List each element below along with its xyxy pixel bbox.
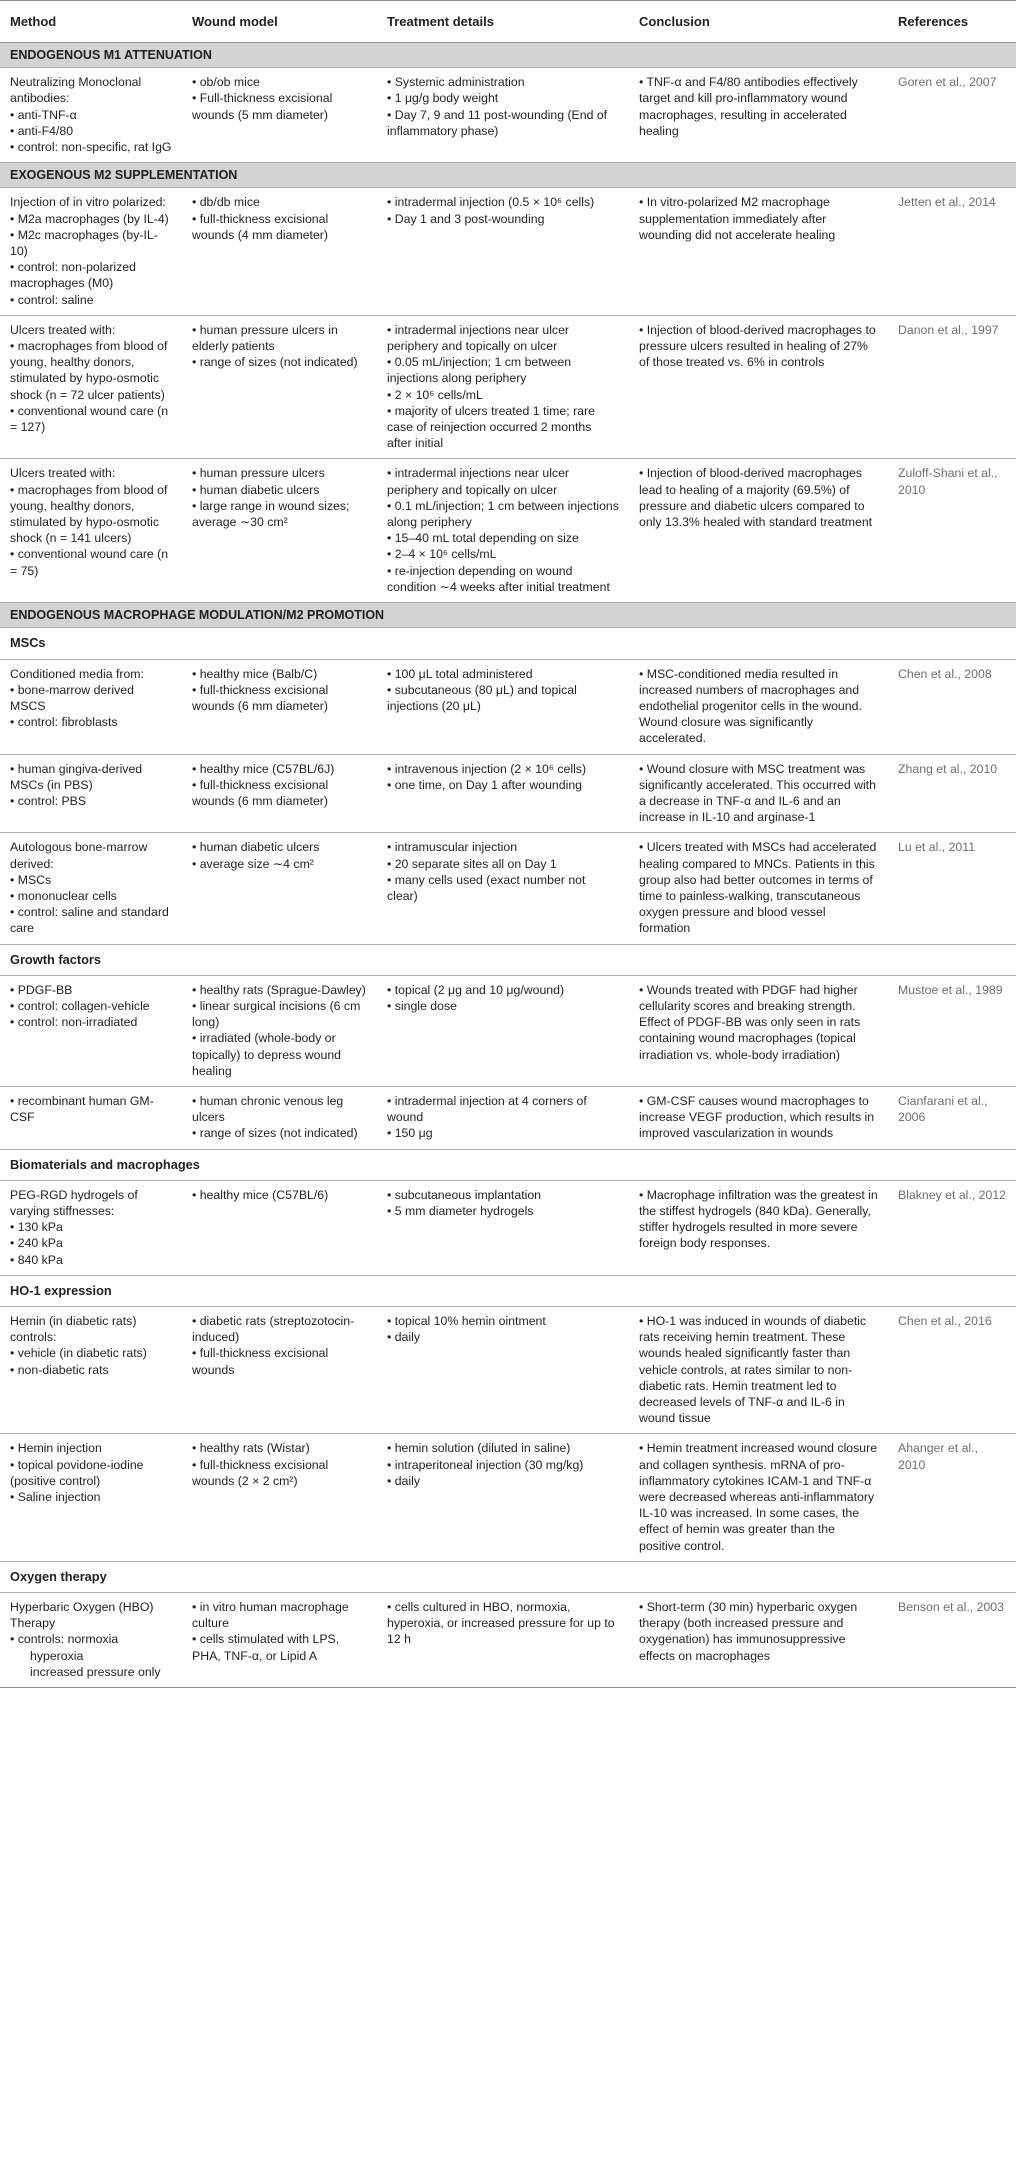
- conclusion-cell: [629, 459, 888, 603]
- header-row: [0, 1, 1016, 43]
- cell-line: • 100 μL total administered: [387, 666, 533, 681]
- table-row: [0, 1180, 1016, 1275]
- cell-line: • control: non-specific, rat IgG: [10, 140, 172, 155]
- wound-model-cell: [182, 754, 377, 833]
- reference-cell: Jetten et al., 2014: [888, 188, 1016, 315]
- cell-line: • topical 10% hemin ointment: [387, 1314, 546, 1328]
- cell-line: • 5 mm diameter hydrogels: [387, 1203, 534, 1218]
- cell-line: • Wounds treated with PDGF had higher cellularity scores and breaking strength. Effect of PDGF-BB was only seen in rats containing wound macrophages (topical irradiation vs. whole-body irradiation): [639, 982, 861, 1062]
- treatment-cell: [377, 1086, 629, 1149]
- method-cell: [0, 659, 182, 754]
- cell-line: • hemin solution (diluted in saline): [387, 1441, 571, 1456]
- table-row: [0, 459, 1016, 603]
- cell-line: • cells stimulated with LPS, PHA, TNF-α, or Lipid A: [192, 1632, 340, 1663]
- cell-line: • conventional wound care (n = 127): [10, 403, 169, 435]
- table-row: [0, 754, 1016, 833]
- conclusion-cell: [629, 1180, 888, 1275]
- wound-model-cell: [182, 459, 377, 603]
- method-cell: [0, 975, 182, 1086]
- table-row: [0, 1307, 1016, 1434]
- cell-line: • In vitro-polarized M2 macrophage supplementation immediately after wounding did not accelerate healing: [639, 195, 836, 242]
- subsection-header-row: [0, 1561, 1016, 1592]
- method-cell: [0, 833, 182, 944]
- cell-line: • 0.1 mL/injection; 1 cm between injections along periphery: [387, 498, 619, 530]
- cell-line: • 1 μg/g body weight: [387, 91, 499, 106]
- cell-line: • conventional wound care (n = 75): [10, 547, 169, 578]
- cell-line: • control: non-irradiated: [10, 1015, 138, 1030]
- cell-line: • PDGF-BB: [10, 982, 73, 997]
- method-cell: [0, 1180, 182, 1275]
- conclusion-cell: [629, 1434, 888, 1561]
- subsection-title: Growth factors: [0, 944, 1016, 975]
- table-body: [0, 43, 1016, 1688]
- subsection-title: Oxygen therapy: [0, 1561, 1016, 1592]
- subsection-header-row: [0, 1275, 1016, 1306]
- cell-line: • 150 μg: [387, 1126, 433, 1141]
- cell-line: Ulcers treated with:: [10, 322, 116, 337]
- treatment-cell: [377, 659, 629, 754]
- subsection-title: MSCs: [0, 628, 1016, 659]
- cell-line: • intradermal injections near ulcer periphery and topically on ulcer: [387, 322, 570, 354]
- method-cell: [0, 1434, 182, 1561]
- cell-line: Neutralizing Monoclonal antibodies:: [10, 75, 142, 106]
- cell-line: • non-diabetic rats: [10, 1362, 109, 1377]
- cell-line: • M2c macrophages (by-IL-10): [10, 227, 158, 259]
- cell-line: • Injection of blood-derived macrophages to pressure ulcers resulted in healing of 27% of those treated vs. 6% in controls: [639, 322, 876, 370]
- header-conclusion: Conclusion: [629, 1, 888, 43]
- cell-line: • single dose: [387, 998, 457, 1013]
- cell-line: • anti-TNF-α: [10, 107, 77, 122]
- cell-line: • healthy mice (Balb/C): [192, 666, 318, 681]
- method-cell: [0, 188, 182, 315]
- cell-line: • Injection of blood-derived macrophages lead to healing of a majority (69.5%) of pressure and diabetic ulcers compared to only 13.3% healed with standard treatment: [639, 466, 873, 530]
- section-header-row: [0, 43, 1016, 68]
- cell-line: • subcutaneous implantation: [387, 1187, 542, 1202]
- conclusion-cell: [629, 68, 888, 163]
- treatment-cell: [377, 1434, 629, 1561]
- section-title: ENDOGENOUS MACROPHAGE MODULATION/M2 PROMOTION: [0, 603, 1016, 628]
- table-row: [0, 975, 1016, 1086]
- cell-line: • human diabetic ulcers: [192, 840, 320, 855]
- cell-line: • diabetic rats (streptozotocin-induced): [192, 1314, 355, 1345]
- cell-line: • healthy mice (C57BL/6J): [192, 761, 335, 776]
- cell-line: • full-thickness excisional wounds (6 mm diameter): [192, 682, 329, 713]
- table-row: [0, 1434, 1016, 1561]
- cell-line: • Macrophage infiltration was the greatest in the stiffest hydrogels (840 kDa). Generally, stiffer hydrogels resulted in more severe foreign body responses.: [639, 1187, 878, 1251]
- cell-line: • intravenous injection (2 × 10⁶ cells): [387, 761, 587, 776]
- cell-line: • human gingiva-derived MSCs (in PBS): [10, 761, 143, 792]
- method-cell: [0, 1593, 182, 1688]
- method-cell: [0, 754, 182, 833]
- cell-line: controls:: [10, 1330, 57, 1345]
- method-cell: [0, 68, 182, 163]
- cell-line: • controls: normoxia: [10, 1632, 119, 1647]
- cell-line: • control: fibroblasts: [10, 715, 118, 730]
- cell-line: • db/db mice: [192, 195, 260, 210]
- treatment-cell: [377, 188, 629, 315]
- cell-line: • subcutaneous (80 μL) and topical injections (20 μL): [387, 682, 577, 713]
- reference-cell: Zuloff-Shani et al., 2010: [888, 459, 1016, 603]
- wound-model-cell: [182, 975, 377, 1086]
- conclusion-cell: [629, 975, 888, 1086]
- cell-line: • intradermal injections near ulcer periphery and topically on ulcer: [387, 466, 570, 497]
- cell-line: • Systemic administration: [387, 75, 525, 90]
- cell-line: • HO-1 was induced in wounds of diabetic rats receiving hemin treatment. These wounds healed significantly faster than vehicle controls, at rates similar to non-diabetic rats. Hemin treatment led to decreased levels of TNF-α and IL-6 in wound tissue: [639, 1314, 867, 1426]
- cell-line: • control: saline and standard care: [10, 905, 169, 936]
- cell-line: • full-thickness excisional wounds (2 × 2 cm²): [192, 1457, 329, 1488]
- header-references: References: [888, 1, 1016, 43]
- cell-line: • Ulcers treated with MSCs had accelerated healing compared to MNCs. Patients in this group also had better outcomes in terms of time to painless-walking, transcutaneous oxygen pressure and blood vessel formation: [639, 840, 877, 936]
- cell-line: • Full-thickness excisional wounds (5 mm diameter): [192, 91, 333, 122]
- reference-cell: Danon et al., 1997: [888, 315, 1016, 459]
- method-cell: [0, 315, 182, 459]
- treatment-cell: [377, 1307, 629, 1434]
- wound-model-cell: [182, 68, 377, 163]
- cell-line: • in vitro human macrophage culture: [192, 1600, 349, 1631]
- cell-line: • anti-F4/80: [10, 123, 74, 138]
- cell-line: • re-injection depending on wound condition ∼4 weeks after initial treatment: [387, 563, 610, 594]
- subsection-header-row: [0, 628, 1016, 659]
- cell-line: • macrophages from blood of young, healthy donors, stimulated by hypo-osmotic shock (n = 72 ulcer patients): [10, 339, 168, 402]
- reference-cell: Benson et al., 2003: [888, 1593, 1016, 1688]
- cell-line: • 2 × 10⁶ cells/mL: [387, 387, 483, 402]
- reference-cell: Cianfarani et al., 2006: [888, 1086, 1016, 1149]
- cell-line: increased pressure only: [30, 1664, 161, 1679]
- wound-model-cell: [182, 1593, 377, 1688]
- reference-cell: Goren et al., 2007: [888, 68, 1016, 163]
- subsection-title: Biomaterials and macrophages: [0, 1149, 1016, 1180]
- reference-cell: Chen et al., 2016: [888, 1307, 1016, 1434]
- reference-cell: Ahanger et al., 2010: [888, 1434, 1016, 1561]
- cell-line: Injection of in vitro polarized:: [10, 195, 166, 210]
- header-treatment-details: Treatment details: [377, 1, 629, 43]
- cell-line: Ulcers treated with:: [10, 466, 116, 481]
- treatment-cell: [377, 459, 629, 603]
- treatment-cell: [377, 68, 629, 163]
- cell-line: • daily: [387, 1473, 421, 1488]
- cell-line: • recombinant human GM-CSF: [10, 1093, 154, 1125]
- cell-line: • topical povidone-iodine (positive control): [10, 1457, 144, 1488]
- reference-cell: Blakney et al., 2012: [888, 1180, 1016, 1275]
- cell-line: • Day 1 and 3 post-wounding: [387, 211, 545, 226]
- cell-line: • Hemin injection: [10, 1441, 102, 1456]
- conclusion-cell: [629, 1593, 888, 1688]
- cell-line: • control: non-polarized macrophages (M0): [10, 260, 136, 291]
- cell-line: • one time, on Day 1 after wounding: [387, 777, 583, 792]
- table-row: [0, 659, 1016, 754]
- subsection-title: HO-1 expression: [0, 1275, 1016, 1306]
- cell-line: • MSC-conditioned media resulted in increased numbers of macrophages and endothelial progenitor cells in the wound. Wound closure was significantly accelerated.: [639, 666, 862, 746]
- treatment-cell: [377, 975, 629, 1086]
- cell-line: • control: saline: [10, 292, 94, 307]
- cell-line: • control: PBS: [10, 793, 87, 808]
- cell-line: • majority of ulcers treated 1 time; rare case of reinjection occurred 2 months after initial: [387, 403, 595, 451]
- table-row: [0, 1086, 1016, 1149]
- conclusion-cell: [629, 659, 888, 754]
- reference-cell: Chen et al., 2008: [888, 659, 1016, 754]
- conclusion-cell: [629, 1307, 888, 1434]
- cell-line: • full-thickness excisional wounds (4 mm diameter): [192, 211, 329, 242]
- cell-line: • linear surgical incisions (6 cm long): [192, 998, 361, 1030]
- cell-line: • MSCs: [10, 872, 52, 887]
- table-row: [0, 1593, 1016, 1688]
- method-cell: [0, 1086, 182, 1149]
- cell-line: • average size ∼4 cm²: [192, 856, 314, 871]
- cell-line: • macrophages from blood of young, healthy donors, stimulated by hypo-osmotic shock (n = 141 ulcers): [10, 482, 168, 546]
- cell-line: • Wound closure with MSC treatment was significantly accelerated. This occurred with a decrease in TNF-α and IL-6 and an increase in IL-10 and arginase-1: [639, 761, 876, 825]
- table-row: [0, 833, 1016, 944]
- wound-model-cell: [182, 833, 377, 944]
- treatment-cell: [377, 1593, 629, 1688]
- cell-line: • 2–4 × 10⁶ cells/mL: [387, 547, 497, 562]
- cell-line: • intraperitoneal injection (30 mg/kg): [387, 1457, 584, 1472]
- cell-line: • control: collagen-vehicle: [10, 998, 150, 1013]
- cell-line: hyperoxia: [30, 1648, 84, 1663]
- cell-line: • 20 separate sites all on Day 1: [387, 856, 557, 871]
- cell-line: • GM-CSF causes wound macrophages to increase VEGF production, which results in improved vascularization in wounds: [639, 1093, 875, 1141]
- cell-line: • large range in wound sizes; average ∼30 cm²: [192, 498, 350, 530]
- cell-line: • intramuscular injection: [387, 840, 518, 855]
- reference-cell: Zhang et al., 2010: [888, 754, 1016, 833]
- reference-cell: Lu et al., 2011: [888, 833, 1016, 944]
- cell-line: • human diabetic ulcers: [192, 482, 320, 497]
- wound-model-cell: [182, 1086, 377, 1149]
- conclusion-cell: [629, 188, 888, 315]
- cell-line: • full-thickness excisional wounds (6 mm diameter): [192, 777, 329, 808]
- cell-line: • full-thickness excisional wounds: [192, 1346, 329, 1377]
- cell-line: PEG-RGD hydrogels of varying stiffnesses:: [10, 1187, 138, 1218]
- cell-line: • Hemin treatment increased wound closure and collagen synthesis. mRNA of pro-inflammatory cytokines ICAM-1 and TNF-α were decreased whereas anti-inflammatory IL-10 was increased. In some cases, the effect of hemin was greater than the positive control.: [639, 1441, 878, 1553]
- header-method: Method: [0, 1, 182, 43]
- section-header-row: [0, 603, 1016, 628]
- cell-line: • ob/ob mice: [192, 75, 260, 90]
- cell-line: • 130 kPa: [10, 1220, 63, 1235]
- conclusion-cell: [629, 833, 888, 944]
- cell-line: • healthy rats (Wistar): [192, 1441, 310, 1456]
- cell-line: • 840 kPa: [10, 1252, 63, 1267]
- subsection-header-row: [0, 1149, 1016, 1180]
- section-title: EXOGENOUS M2 SUPPLEMENTATION: [0, 163, 1016, 188]
- cell-line: • intradermal injection (0.5 × 10⁶ cells): [387, 195, 595, 210]
- wound-model-cell: [182, 1307, 377, 1434]
- table-row: [0, 68, 1016, 163]
- treatment-cell: [377, 833, 629, 944]
- cell-line: • 0.05 mL/injection; 1 cm between injections along periphery: [387, 355, 572, 386]
- method-cell: [0, 1307, 182, 1434]
- reference-cell: Mustoe et al., 1989: [888, 975, 1016, 1086]
- wound-model-cell: [182, 659, 377, 754]
- cell-line: • intradermal injection at 4 corners of wound: [387, 1093, 587, 1125]
- cell-line: • human chronic venous leg ulcers: [192, 1093, 344, 1125]
- cell-line: Hyperbaric Oxygen (HBO) Therapy: [10, 1600, 154, 1631]
- cell-line: • human pressure ulcers in elderly patients: [192, 322, 338, 354]
- cell-line: • healthy mice (C57BL/6): [192, 1187, 329, 1202]
- cell-line: • M2a macrophages (by IL-4): [10, 211, 169, 226]
- header-wound-model: Wound model: [182, 1, 377, 43]
- conclusion-cell: [629, 315, 888, 459]
- cell-line: • Saline injection: [10, 1490, 101, 1505]
- cell-line: • range of sizes (not indicated): [192, 355, 358, 370]
- table-row: [0, 188, 1016, 315]
- cell-line: • daily: [387, 1330, 421, 1345]
- cell-line: • many cells used (exact number not clear): [387, 872, 586, 903]
- cell-line: • 240 kPa: [10, 1236, 63, 1251]
- table-row: [0, 315, 1016, 459]
- cell-line: • mononuclear cells: [10, 888, 117, 903]
- section-header-row: [0, 163, 1016, 188]
- conclusion-cell: [629, 1086, 888, 1149]
- treatment-cell: [377, 1180, 629, 1275]
- cell-line: Conditioned media from:: [10, 666, 144, 681]
- subsection-header-row: [0, 944, 1016, 975]
- wound-model-cell: [182, 1180, 377, 1275]
- cell-line: • irradiated (whole-body or topically) to depress wound healing: [192, 1031, 342, 1078]
- cell-line: • human pressure ulcers: [192, 466, 325, 481]
- cell-line: • bone-marrow derived MSCS: [10, 682, 134, 713]
- cell-line: • range of sizes (not indicated): [192, 1126, 358, 1141]
- cell-line: • cells cultured in HBO, normoxia, hyperoxia, or increased pressure for up to 12 h: [387, 1600, 615, 1647]
- cell-line: Autologous bone-marrow derived:: [10, 840, 148, 871]
- conclusion-cell: [629, 754, 888, 833]
- treatment-cell: [377, 315, 629, 459]
- method-cell: [0, 459, 182, 603]
- cell-line: Hemin (in diabetic rats): [10, 1314, 137, 1328]
- cell-line: • healthy rats (Sprague-Dawley): [192, 982, 366, 997]
- wound-model-cell: [182, 188, 377, 315]
- cell-line: • Day 7, 9 and 11 post-wounding (End of inflammatory phase): [387, 107, 608, 138]
- cell-line: • topical (2 μg and 10 μg/wound): [387, 982, 565, 997]
- wound-model-cell: [182, 315, 377, 459]
- cell-line: • TNF-α and F4/80 antibodies effectively target and kill pro-inflammatory wound macrophages, resulting in accelerated healing: [639, 75, 858, 138]
- cell-line: • 15–40 mL total depending on size: [387, 531, 579, 546]
- cell-line: • Short-term (30 min) hyperbaric oxygen therapy (both increased pressure and oxygenation) has immunosuppressive effects on macrophages: [639, 1600, 858, 1663]
- wound-model-cell: [182, 1434, 377, 1561]
- section-title: ENDOGENOUS M1 ATTENUATION: [0, 43, 1016, 68]
- treatment-cell: [377, 754, 629, 833]
- cell-line: • vehicle (in diabetic rats): [10, 1346, 147, 1361]
